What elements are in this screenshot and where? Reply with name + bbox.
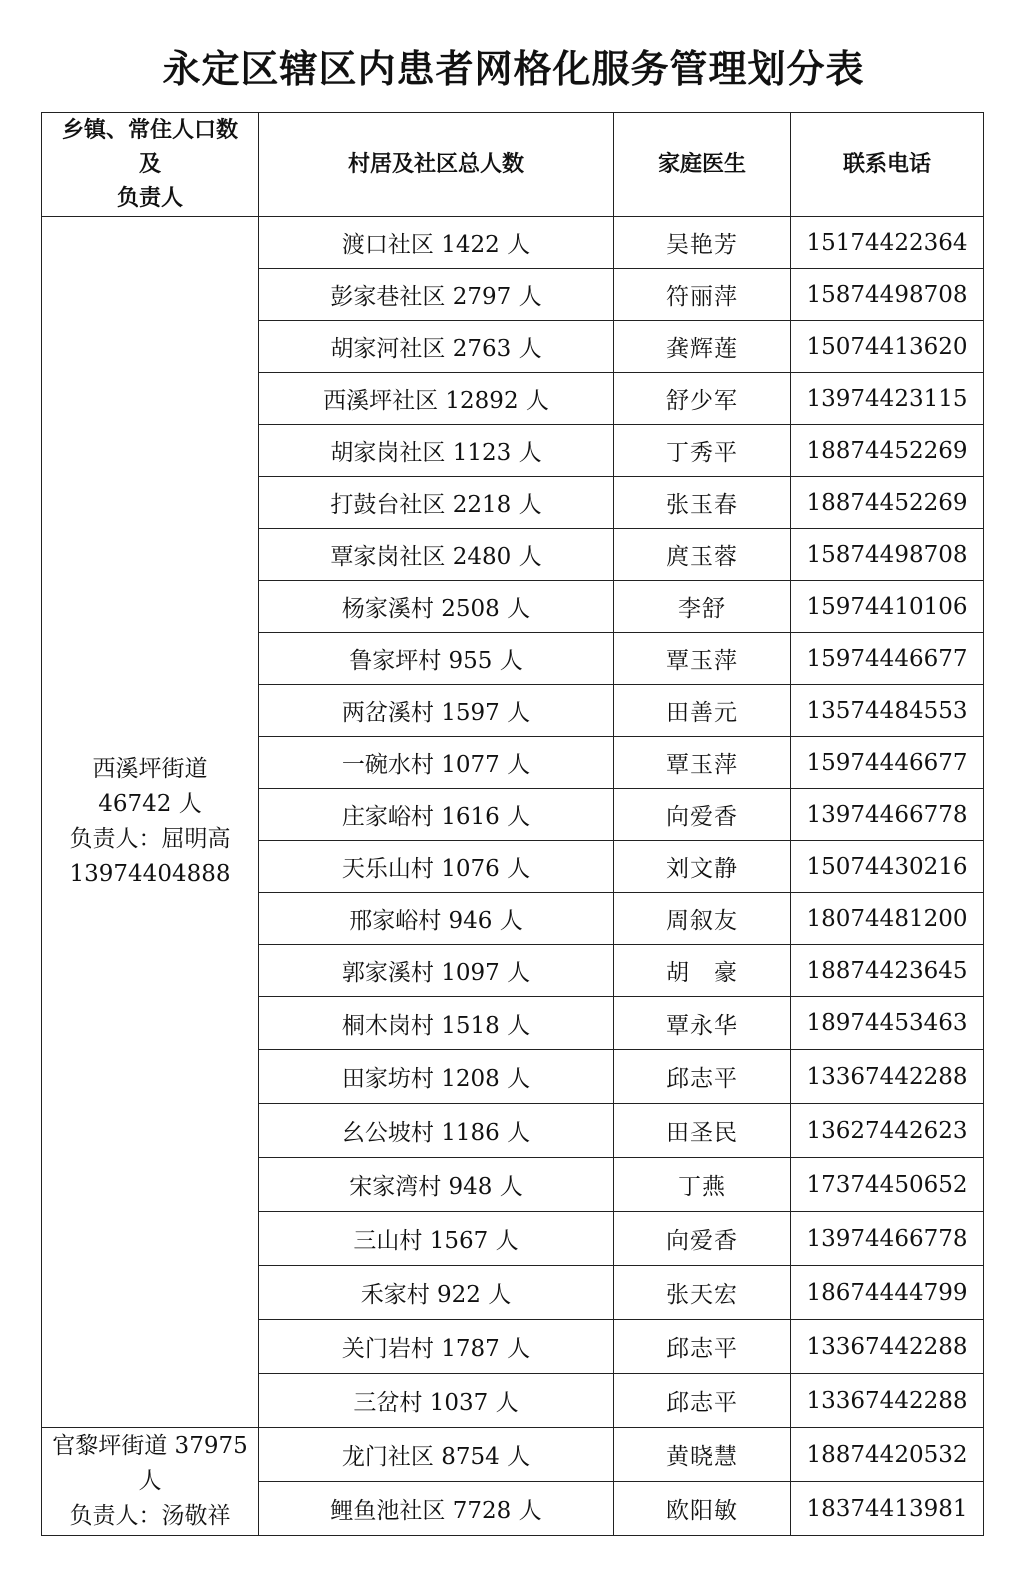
phone-cell: 15874498708 (791, 529, 984, 581)
doctor-cell: 龚辉莲 (614, 321, 791, 373)
community-cell: 邢家峪村 946 人 (259, 893, 614, 945)
phone-cell: 17374450652 (791, 1158, 984, 1212)
header-town-line3: 负责人 (116, 185, 183, 211)
town-line: 13974404888 (69, 861, 231, 887)
phone-cell: 13974466778 (791, 1212, 984, 1266)
phone-cell: 18374413981 (791, 1482, 984, 1536)
community-cell: 覃家岗社区 2480 人 (259, 529, 614, 581)
community-cell: 胡家河社区 2763 人 (259, 321, 614, 373)
community-cell: 三岔村 1037 人 (259, 1374, 614, 1428)
phone-cell: 15974446677 (791, 633, 984, 685)
doctor-cell: 吴艳芳 (614, 217, 791, 269)
town-line: 46742 人 (98, 791, 202, 817)
phone-cell: 13367442288 (791, 1320, 984, 1374)
phone-cell: 15974446677 (791, 737, 984, 789)
header-phone: 联系电话 (791, 113, 984, 217)
community-cell: 西溪坪社区 12892 人 (259, 373, 614, 425)
doctor-cell: 覃玉萍 (614, 737, 791, 789)
doctor-cell: 胡 豪 (614, 945, 791, 997)
community-cell: 杨家溪村 2508 人 (259, 581, 614, 633)
community-cell: 两岔溪村 1597 人 (259, 685, 614, 737)
community-cell: 郭家溪村 1097 人 (259, 945, 614, 997)
phone-cell: 13974423115 (791, 373, 984, 425)
doctor-cell: 欧阳敏 (614, 1482, 791, 1536)
community-cell: 庄家峪村 1616 人 (259, 789, 614, 841)
header-town-line1: 乡镇、常住人口数 (61, 117, 238, 143)
phone-cell: 18874420532 (791, 1428, 984, 1482)
town-cell (42, 1428, 259, 1536)
doctor-cell: 张玉春 (614, 477, 791, 529)
phone-cell: 18874452269 (791, 425, 984, 477)
header-community: 村居及社区总人数 (259, 113, 614, 217)
community-cell: 鲁家坪村 955 人 (259, 633, 614, 685)
doctor-cell: 向爱香 (614, 789, 791, 841)
doctor-cell: 黄晓慧 (614, 1428, 791, 1482)
town-cell (42, 217, 259, 1428)
doctor-cell: 丁秀平 (614, 425, 791, 477)
doctor-cell: 张天宏 (614, 1266, 791, 1320)
community-cell: 宋家湾村 948 人 (259, 1158, 614, 1212)
doctor-cell: 向爱香 (614, 1212, 791, 1266)
town-line: 负责人：屈明高 (69, 826, 231, 852)
community-cell: 禾家村 922 人 (259, 1266, 614, 1320)
phone-cell: 18674444799 (791, 1266, 984, 1320)
page-title: 永定区辖区内患者网格化服务管理划分表 (162, 47, 865, 91)
doctor-cell: 覃玉萍 (614, 633, 791, 685)
doctor-cell: 丁燕 (614, 1158, 791, 1212)
community-cell: 龙门社区 8754 人 (259, 1428, 614, 1482)
phone-cell: 13367442288 (791, 1374, 984, 1428)
doctor-cell: 李舒 (614, 581, 791, 633)
community-cell: 打鼓台社区 2218 人 (259, 477, 614, 529)
table-body (42, 217, 984, 1536)
doctor-cell: 刘文静 (614, 841, 791, 893)
doctor-cell: 田圣民 (614, 1104, 791, 1158)
phone-cell: 15074413620 (791, 321, 984, 373)
doctor-cell: 庹玉蓉 (614, 529, 791, 581)
phone-cell: 18874452269 (791, 477, 984, 529)
doctor-cell: 符丽萍 (614, 269, 791, 321)
header-town-line2: 及 (138, 151, 161, 177)
header-doctor: 家庭医生 (614, 113, 791, 217)
phone-cell: 18974453463 (791, 997, 984, 1050)
header-town (42, 113, 259, 217)
community-cell: 三山村 1567 人 (259, 1212, 614, 1266)
phone-cell: 18074481200 (791, 893, 984, 945)
community-cell: 天乐山村 1076 人 (259, 841, 614, 893)
header-row (42, 113, 984, 217)
phone-cell: 15874498708 (791, 269, 984, 321)
doctor-cell: 邱志平 (614, 1050, 791, 1104)
doctor-cell: 邱志平 (614, 1374, 791, 1428)
phone-cell: 13974466778 (791, 789, 984, 841)
community-cell: 彭家巷社区 2797 人 (259, 269, 614, 321)
phone-cell: 15074430216 (791, 841, 984, 893)
doctor-cell: 覃永华 (614, 997, 791, 1050)
community-cell: 胡家岗社区 1123 人 (259, 425, 614, 477)
phone-cell: 13627442623 (791, 1104, 984, 1158)
community-cell: 一碗水村 1077 人 (259, 737, 614, 789)
doctor-cell: 周叙友 (614, 893, 791, 945)
doctor-cell: 田善元 (614, 685, 791, 737)
phone-cell: 15974410106 (791, 581, 984, 633)
town-line: 负责人：汤敬祥 (69, 1503, 231, 1529)
community-cell: 鲤鱼池社区 7728 人 (259, 1482, 614, 1536)
table-row (42, 217, 984, 269)
phone-cell: 15174422364 (791, 217, 984, 269)
community-cell: 幺公坡村 1186 人 (259, 1104, 614, 1158)
town-line: 人 (138, 1468, 162, 1494)
phone-cell: 18874423645 (791, 945, 984, 997)
community-cell: 田家坊村 1208 人 (259, 1050, 614, 1104)
community-cell: 桐木岗村 1518 人 (259, 997, 614, 1050)
grid-table (41, 112, 984, 1536)
town-line: 官黎坪街道 37975 (52, 1433, 248, 1459)
town-line: 西溪坪街道 (92, 756, 208, 782)
table-row (42, 1428, 984, 1482)
doctor-cell: 舒少军 (614, 373, 791, 425)
doctor-cell: 邱志平 (614, 1320, 791, 1374)
community-cell: 关门岩村 1787 人 (259, 1320, 614, 1374)
phone-cell: 13367442288 (791, 1050, 984, 1104)
community-cell: 渡口社区 1422 人 (259, 217, 614, 269)
phone-cell: 13574484553 (791, 685, 984, 737)
